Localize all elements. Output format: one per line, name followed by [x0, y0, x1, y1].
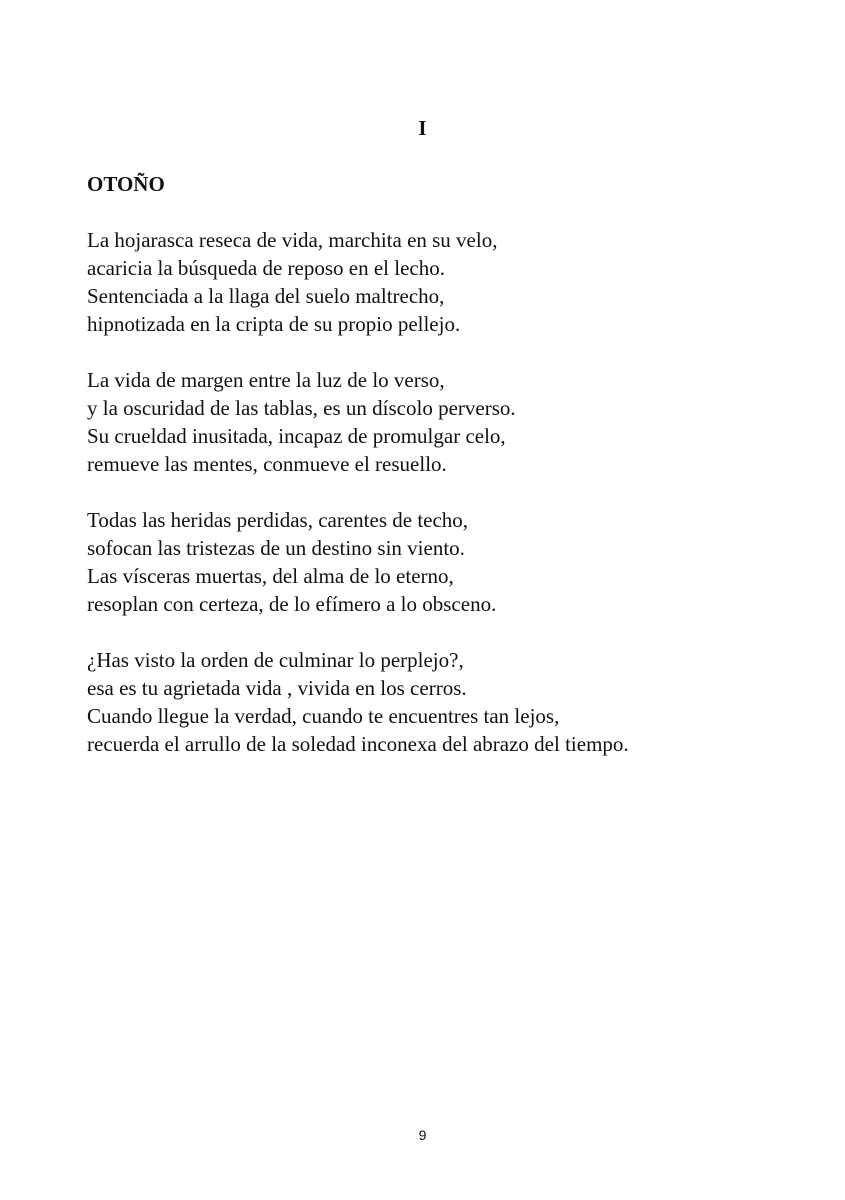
verse-line: hipnotizada en la cripta de su propio pellejo. [87, 312, 461, 336]
verse-line: resoplan con certeza, de lo efímero a lo obsceno. [87, 592, 497, 616]
verse-line: acaricia la búsqueda de reposo en el lecho. [87, 256, 445, 280]
poem-body [87, 226, 787, 786]
stanza [87, 366, 787, 478]
poem-title: OTOÑO [87, 172, 165, 196]
verse-line: La hojarasca reseca de vida, marchita en su velo, [87, 228, 498, 252]
verse-line: remueve las mentes, conmueve el resuello. [87, 452, 447, 476]
verse-line: recuerda el arrullo de la soledad inconexa del abrazo del tiempo. [87, 732, 629, 756]
stanza [87, 646, 787, 758]
section-number: I [418, 116, 427, 140]
page-number: 9 [418, 1127, 427, 1143]
stanza [87, 226, 787, 338]
verse-line: Las vísceras muertas, del alma de lo eterno, [87, 564, 454, 588]
verse-line: Cuando llegue la verdad, cuando te encuentres tan lejos, [87, 704, 560, 728]
verse-line: ¿Has visto la orden de culminar lo perplejo?, [87, 648, 464, 672]
verse-line: Todas las heridas perdidas, carentes de techo, [87, 508, 469, 532]
verse-line: La vida de margen entre la luz de lo verso, [87, 368, 445, 392]
verse-line: sofocan las tristezas de un destino sin viento. [87, 536, 465, 560]
verse-line: Su crueldad inusitada, incapaz de promulgar celo, [87, 424, 506, 448]
verse-line: esa es tu agrietada vida , vivida en los cerros. [87, 676, 467, 700]
verse-line: Sentenciada a la llaga del suelo maltrecho, [87, 284, 445, 308]
stanza [87, 506, 787, 618]
verse-line: y la oscuridad de las tablas, es un díscolo perverso. [87, 396, 516, 420]
